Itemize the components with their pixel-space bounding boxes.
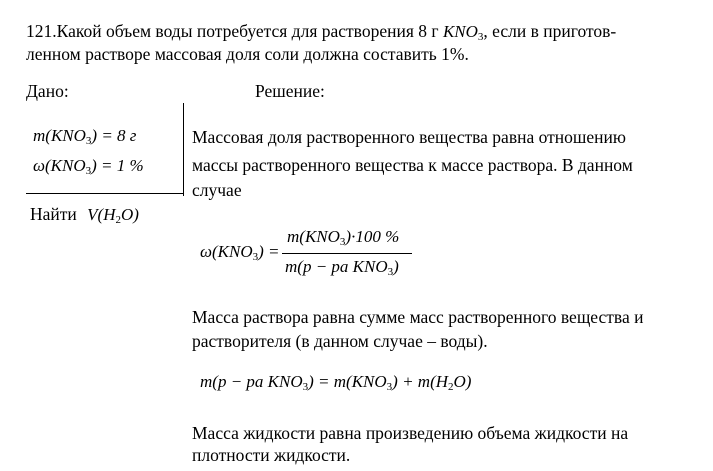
solution-p2-line1: Масса раствора равна сумме масс растворенного вещества и [192, 307, 644, 327]
eq1-denominator: m(p − pa $KNO_3$) [285, 257, 399, 278]
solution-p1-line2: массы растворенного вещества к массе раствора. В данном [192, 155, 633, 175]
solution-label: Решение: [255, 81, 325, 101]
given-item-mass: $m(KNO_3) = 8$ г [33, 126, 137, 147]
problem-text-prefix: 121.Какой объем воды потребуется для растворения 8 г [26, 21, 443, 41]
find-formula: $V(H_2O)$ [87, 205, 139, 226]
problem-line-2: ленном растворе массовая доля соли должна составить 1%. [26, 44, 469, 64]
solution-p3-line1: Масса жидкости равна произведению объема жидкости на [192, 423, 629, 443]
solution-p1-line1: Массовая доля растворенного вещества равна отношению [192, 127, 626, 147]
find-row [30, 203, 139, 231]
eq1-fraction-bar [282, 253, 412, 254]
find-label: Найти [30, 204, 77, 224]
solution-p2-line2: растворителя (в данном случае – воды). [192, 331, 488, 351]
solution-p3-line2: плотности жидкости. [192, 445, 351, 465]
eq1-lhs: $\omega(KNO_3)$ = [200, 242, 280, 263]
given-label: Дано: [26, 81, 69, 101]
given-horizontal-rule [26, 193, 184, 194]
given-vertical-rule [183, 103, 184, 196]
problem-text-suffix: , если в приготов- [483, 21, 617, 41]
problem-formula: $KNO_3$ [442, 22, 484, 43]
eq2: m(p − pa $KNO_3) = m(KNO_3) + m(H_2O)$ [200, 372, 472, 393]
eq1-numerator: $m(KNO_3)\cdot 100$ % [287, 227, 400, 248]
given-item-fraction: $\omega(KNO_3) = 1$ % [33, 156, 144, 177]
solution-p1-line3: случае [192, 180, 242, 200]
